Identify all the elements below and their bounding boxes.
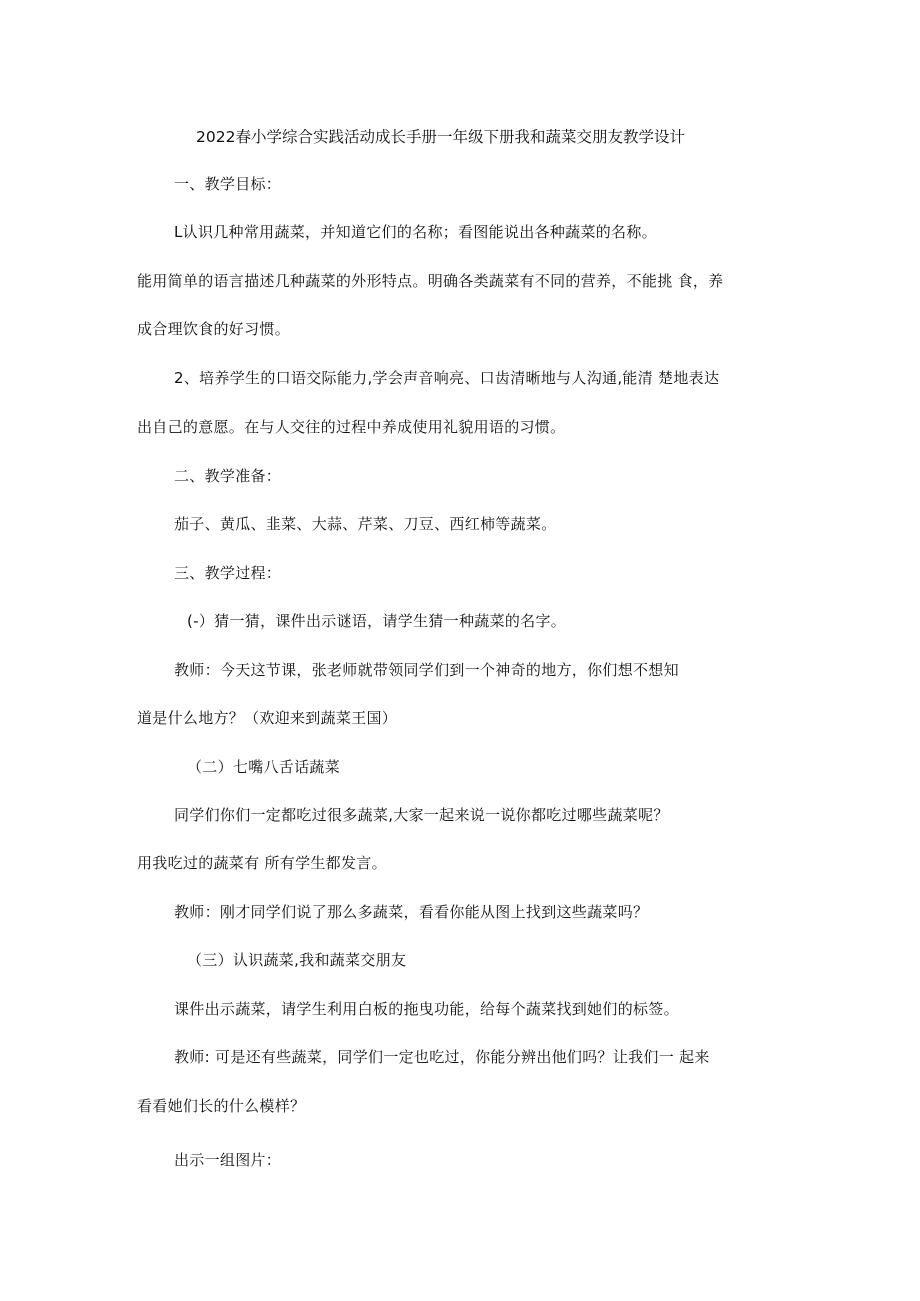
paragraph-teacher-3: 教师: 可是还有些蔬菜，同学们一定也吃过，你能分辨出他们吗？让我们一 起来 [174,1048,710,1066]
paragraph-students: 同学们你们一定都吃过很多蔬菜,大家一起来说一说你都吃过哪些蔬菜呢？ [174,806,669,824]
heading-teaching-prep: 二、教学准备： [174,467,282,485]
paragraph-students-cont: 用我吃过的蔬菜有 所有学生都发言。 [137,854,387,872]
subheading-know-vegetables: （三）认识蔬菜,我和蔬菜交朋友 [187,951,407,969]
heading-teaching-process: 三、教学过程： [174,564,282,582]
paragraph-goal-2-cont: 出自己的意愿。在与人交往的过程中养成使用礼貌用语的习惯。 [137,418,566,436]
paragraph-prep: 茄子、黄瓜、韭菜、大蒜、芹菜、刀豆、西红柿等蔬菜。 [174,515,557,533]
paragraph-teacher-2: 教师：刚才同学们说了那么多蔬菜，看看你能从图上找到这些蔬菜吗？ [174,903,649,921]
paragraph-courseware: 课件出示蔬菜，请学生利用白板的拖曳功能，给每个蔬菜找到她们的标签。 [174,1000,679,1018]
paragraph-teacher-1: 教师：今天这节课，张老师就带领同学们到一个神奇的地方，你们想不想知 [174,661,679,679]
paragraph-goal-1: L认识几种常用蔬菜，并知道它们的名称；看图能说出各种蔬菜的名称。 [174,223,657,241]
paragraph-show-pictures: 出示一组图片： [174,1151,282,1169]
subheading-discuss: （二）七嘴八舌话蔬菜 [187,758,341,776]
subheading-guess: (-）猜一猜，课件出示谜语，请学生猜一种蔬菜的名字。 [187,612,567,630]
document-title: 2022春小学综合实践活动成长手册一年级下册我和蔬菜交朋友教学设计 [196,128,685,146]
heading-teaching-goals: 一、教学目标： [174,175,282,193]
paragraph-goal-1-end: 成合理饮食的好习惯。 [137,320,291,338]
paragraph-goal-2: 2、培养学生的口语交际能力,学会声音响亮、口齿清晰地与人沟通,能清 楚地表达 [174,369,720,387]
paragraph-teacher-1-cont: 道是什么地方？（欢迎来到蔬菜王国） [137,709,398,727]
paragraph-goal-1-cont: 能用简单的语言描述几种蔬菜的外形特点。明确各类蔬菜有不同的营养，不能挑 食，养 [137,272,724,290]
paragraph-teacher-3-cont: 看看她们长的什么模样？ [137,1097,306,1115]
